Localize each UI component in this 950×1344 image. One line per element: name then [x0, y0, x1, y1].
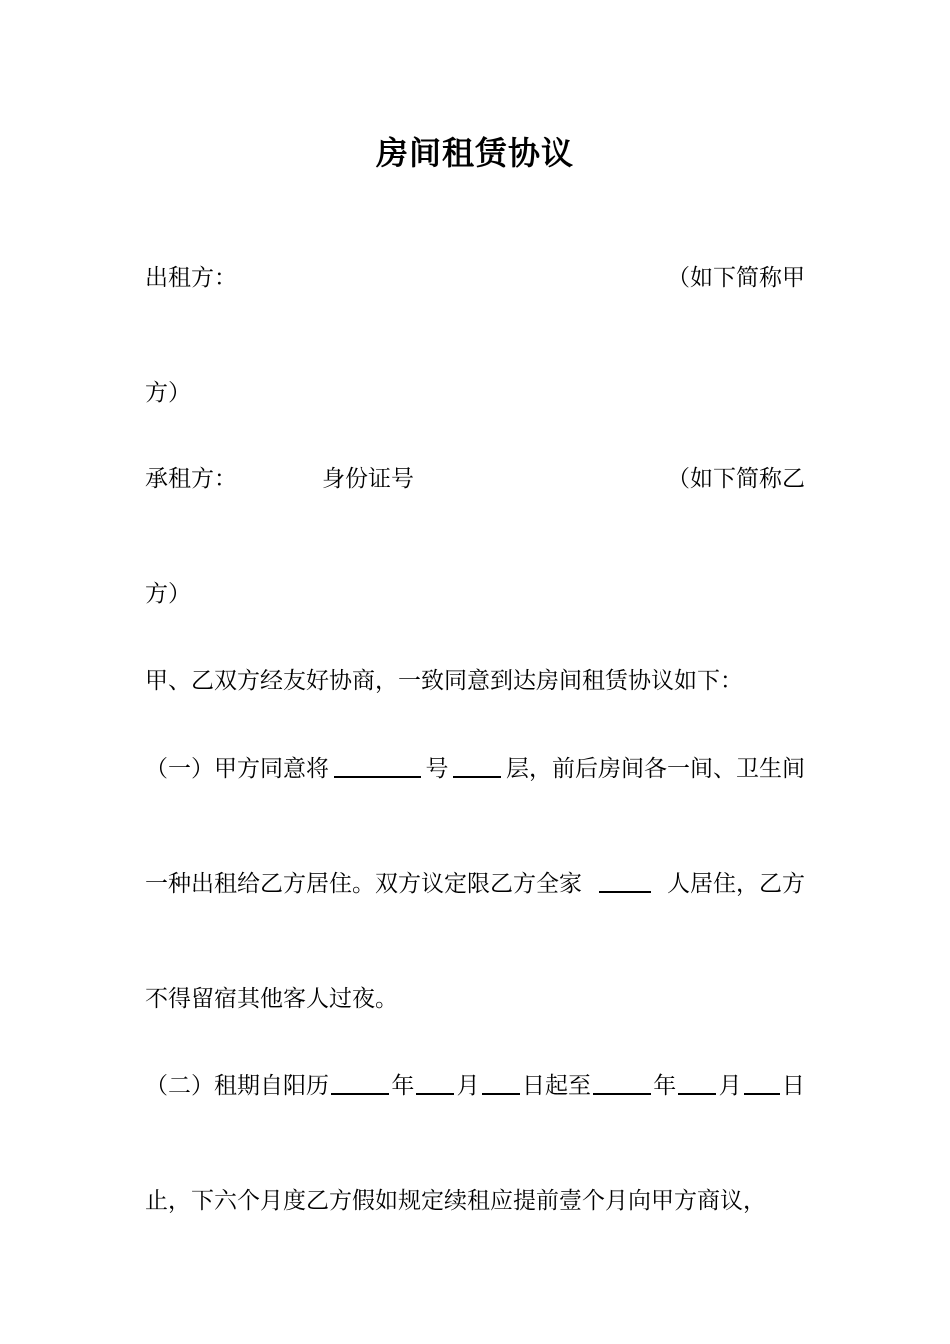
clause2-text-e: 年: [653, 1073, 677, 1099]
end-month-blank[interactable]: [678, 1071, 716, 1095]
clause2-text-a: （二）租期自阳历: [145, 1073, 329, 1099]
clause1-text-b: 号: [425, 756, 449, 782]
clause1-line2: [145, 869, 805, 899]
lessee-line-end: [145, 579, 805, 609]
lessee-suffix: （如下简称乙: [667, 466, 805, 492]
clause1-text-a: （一）甲方同意将: [145, 756, 329, 782]
lessee-label: 承租方：: [145, 466, 237, 492]
floor-number-blank[interactable]: [453, 754, 501, 778]
clause2-text-g: 日: [781, 1073, 805, 1099]
lessee-line: [145, 464, 805, 494]
clause1-text-c: 层，前后房间各一间、卫生间: [506, 756, 805, 782]
lessor-suffix: （如下简称甲: [667, 265, 805, 291]
lessor-line-end: [145, 378, 805, 408]
end-day-blank[interactable]: [744, 1071, 780, 1095]
clause2-text-d: 日起至: [521, 1073, 591, 1099]
clause1-line1: [145, 754, 805, 784]
intro-paragraph: 甲、乙双方经友好协商，一致同意到达房间租赁协议如下：: [145, 668, 743, 694]
clause1-line3: 不得留宿其他客人过夜。: [145, 986, 398, 1012]
clause2-line2: 止，下六个月度乙方假如规定续租应提前壹个月向甲方商议，: [145, 1188, 766, 1214]
start-day-blank[interactable]: [482, 1071, 520, 1095]
clause2-line1: [145, 1071, 805, 1101]
clause1-text-d: 一种出租给乙方居住。双方议定限乙方全家: [145, 871, 582, 897]
document-title: 房间租赁协议: [375, 134, 574, 172]
start-year-blank[interactable]: [331, 1071, 389, 1095]
clause2-text-b: 年: [391, 1073, 415, 1099]
lessee-suffix-end: 方）: [145, 581, 191, 607]
clause2-text-c: 月: [456, 1073, 480, 1099]
lessor-suffix-end: 方）: [145, 380, 191, 406]
start-month-blank[interactable]: [416, 1071, 454, 1095]
clause1-text-e: 人居住，乙方: [667, 871, 805, 897]
lessee-id-label: 身份证号: [322, 466, 414, 492]
end-year-blank[interactable]: [593, 1071, 651, 1095]
building-number-blank[interactable]: [334, 754, 421, 778]
occupant-count-blank[interactable]: [599, 869, 651, 893]
lessor-label: 出租方：: [145, 265, 237, 291]
lessor-line: [145, 263, 805, 293]
clause2-text-f: 月: [718, 1073, 742, 1099]
